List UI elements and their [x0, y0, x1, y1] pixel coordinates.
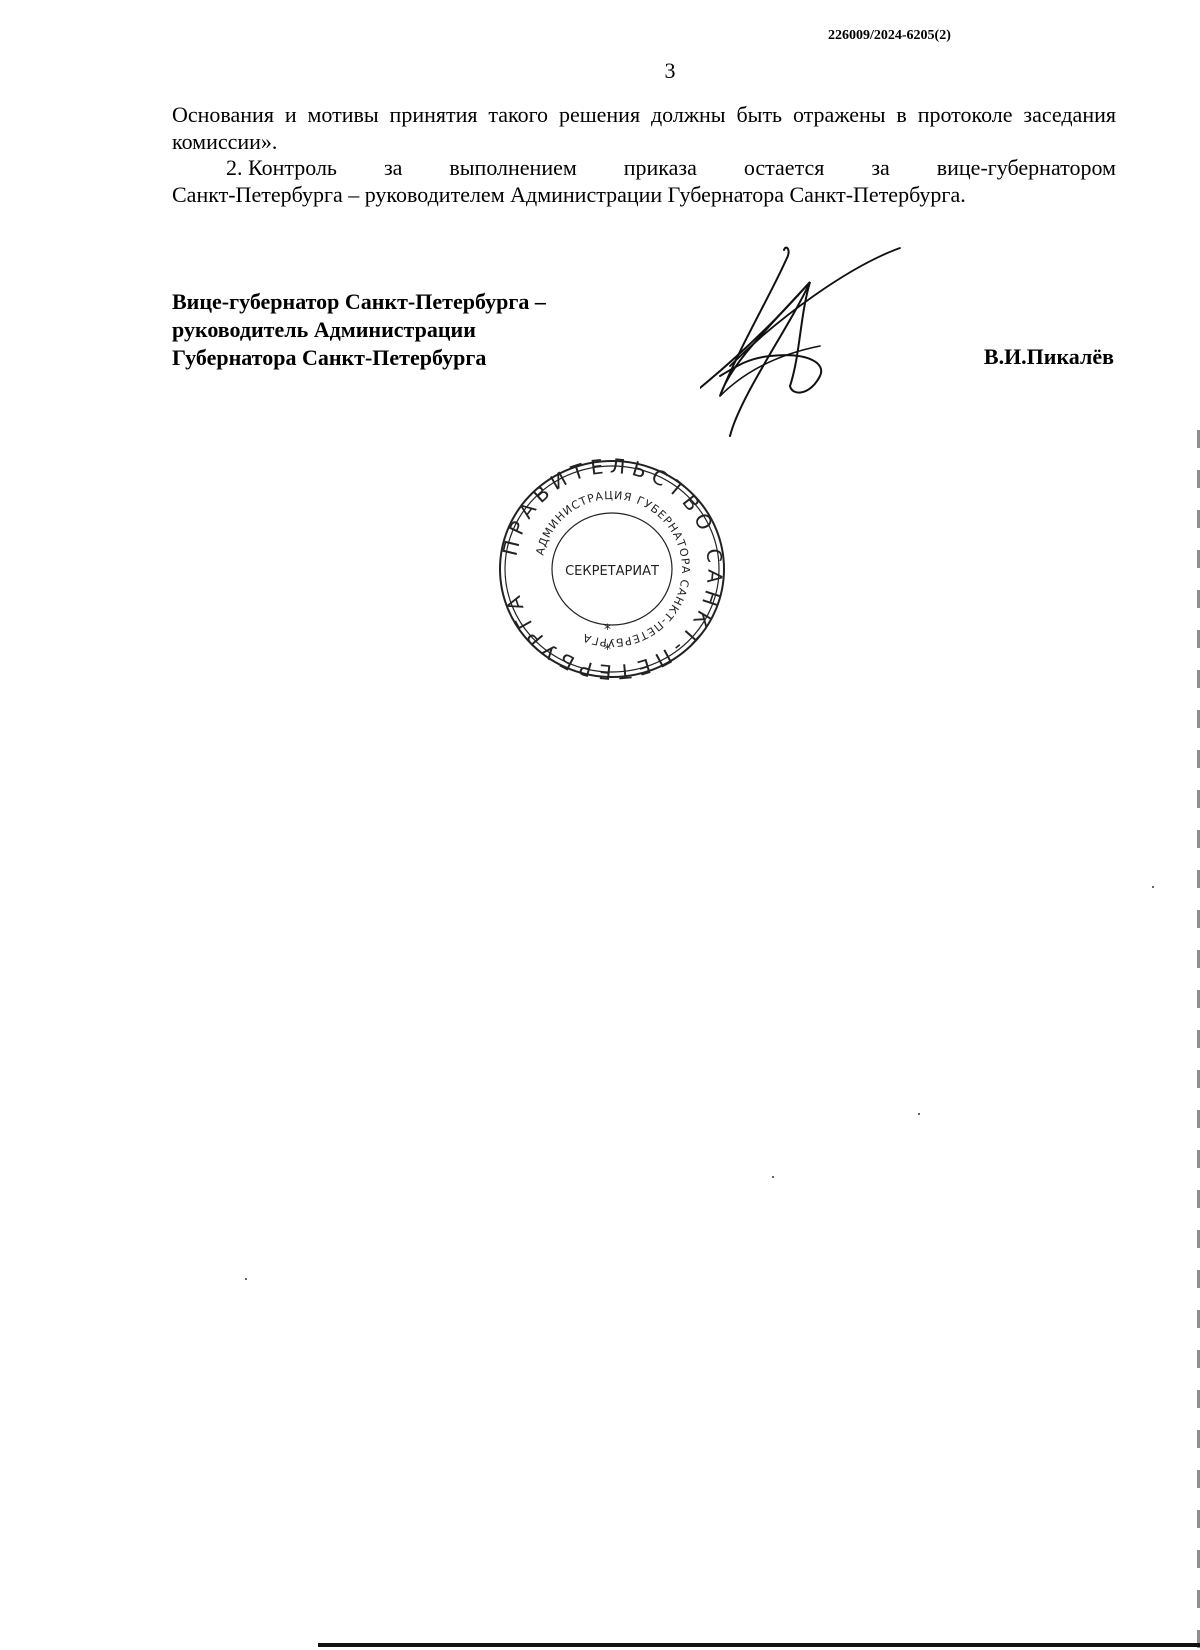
paragraph-2-word: за — [871, 155, 890, 180]
paragraph-2-word: 2. Контроль — [226, 155, 337, 180]
paragraph-2-word: за — [383, 155, 403, 180]
official-seal — [492, 454, 732, 684]
signatory-title-line: Губернатора Санкт-Петербурга — [172, 345, 487, 370]
svg-text:*: * — [604, 622, 611, 638]
svg-text:*: * — [604, 642, 611, 658]
paragraph-2-word: остается — [743, 155, 825, 180]
seal-center-text: СЕКРЕТАРИАТ — [565, 564, 659, 579]
paragraph-2-word: вице-губернатором — [936, 155, 1116, 180]
page-number: 3 — [664, 58, 676, 83]
paragraph-2-first-line — [172, 154, 1116, 181]
scan-bottom-edge — [318, 1643, 1200, 1647]
paragraph-2-rest: Санкт-Петербурга – руководителем Администрации Губернатора Санкт-Петербурга. — [172, 182, 966, 207]
handwritten-signature — [700, 246, 910, 446]
scan-speck — [772, 1176, 774, 1178]
signatory-title — [172, 288, 546, 372]
scan-speck — [918, 1113, 920, 1115]
paragraph-2-word: выполнением — [449, 155, 577, 180]
scan-speck — [1152, 886, 1154, 888]
paragraph-1: Основания и мотивы принятия такого решения должны быть отражены в протоколе заседания комиссии». — [172, 102, 1116, 154]
seal-inner-text: АДМИНИСТРАЦИЯ ГУБЕРНАТОРА САНКТ-ПЕТЕРБУРГА — [533, 488, 693, 650]
paragraph-2 — [172, 154, 1116, 208]
paragraph-2-word: приказа — [623, 155, 697, 180]
registration-number: 226009/2024-6205(2) — [828, 28, 951, 43]
scan-speck — [245, 1278, 247, 1280]
signatory-title-line: Вице-губернатор Санкт-Петербурга – — [172, 289, 546, 314]
signatory-title-line: руководитель Администрации — [172, 317, 476, 342]
seal-outer-text: ПРАВИТЕЛЬСТВО САНКТ-ПЕТЕРБУРГА — [497, 454, 728, 684]
signatory-name: В.И.Пикалёв — [983, 344, 1114, 369]
